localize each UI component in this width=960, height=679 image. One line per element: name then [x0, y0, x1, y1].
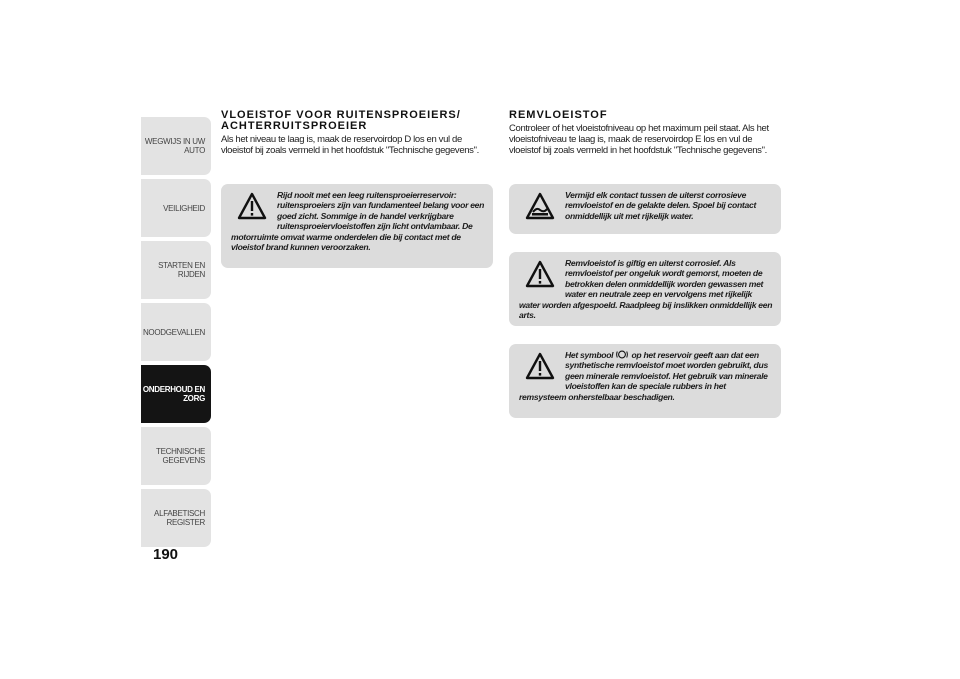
brake-fluid-symbol-icon	[616, 350, 628, 359]
section-intro: Als het niveau te laag is, maak de reservoirdop D los en vul de vloeistof bij zoals vermeld in het hoofdstuk "Technische gegevens".	[221, 134, 479, 156]
sidebar-tab-alfabetisch-register[interactable]	[141, 489, 211, 547]
note-box-paint	[509, 184, 781, 234]
sidebar-tab-wegwijs[interactable]	[141, 117, 211, 175]
section-title: REMVLOEISTOF	[509, 109, 608, 121]
warning-text: Remvloeistof is giftig en uiterst corrosief. Als remvloeistof per ongeluk wordt gemorst, moeten de betrokken delen onmiddellijk worden gewassen met water en neutrale zeep en vervolgens met rijkelijk water worden afgespoeld. Raadpleeg bij inslikken onmiddellijk een arts.	[519, 258, 773, 321]
warning-box-washer	[221, 184, 493, 268]
warning-box-synthetic	[509, 344, 781, 418]
warning-text: Rijd nooit met een leeg ruitensproeierreservoir: ruitensproeiers zijn van fundamenteel belang voor een goed zicht. Sommige in de handel verkrijgbare ruitensproeiervloeistoffen zijn licht ontvlambaar. De motorruimte omvat warme onderdelen die bij contact met de vloeistof brand kunnen veroorzaken.	[231, 190, 485, 253]
sidebar-tab-starten-en-rijden[interactable]	[141, 241, 211, 299]
section-intro: Controleer of het vloeistofniveau op het maximum peil staat. Als het vloeistofniveau te laag is, maak de reservoirdop E los en vul de vloeistof bij zoals vermeld in het hoofdstuk "Technische gegevens".	[509, 123, 769, 156]
sidebar-tab-technische-gegevens[interactable]	[141, 427, 211, 485]
page-number: 190	[153, 546, 179, 563]
warning-text	[519, 350, 773, 402]
sidebar-tab-onderhoud-en-zorg[interactable]	[141, 365, 211, 423]
sidebar-tab-label: VEILIGHEID	[163, 203, 205, 213]
sidebar-tab-label: ALFABETISCH REGISTER	[154, 509, 205, 527]
sidebar-tab-label: NOODGEVALLEN	[142, 327, 205, 337]
sidebar-tab-label: TECHNISCHE GEGEVENS	[155, 447, 205, 465]
sidebar-tab-label: STARTEN EN RIJDEN	[158, 261, 205, 279]
warning-triangle-icon	[237, 192, 267, 220]
washer-fluid-section	[221, 110, 493, 156]
sidebar-tab-noodgevallen[interactable]	[141, 303, 211, 361]
sidebar-tab-label: WEGWIJS IN UW AUTO	[144, 137, 205, 155]
section-title: VLOEISTOF VOOR RUITENSPROEIERS/ ACHTERRUITSPROEIER	[221, 109, 461, 132]
note-text: Vermijd elk contact tussen de uiterst corrosieve remvloeistof en de gelakte delen. Spoel bij contact onmiddellijk uit met rijkelijk water.	[565, 190, 757, 221]
warning-triangle-icon	[525, 260, 555, 288]
warning-text-before: Het symbool	[565, 350, 614, 360]
brake-fluid-section	[509, 110, 781, 156]
warning-box-toxic	[509, 252, 781, 326]
paint-hazard-icon	[525, 192, 555, 220]
warning-text-after: op het reservoir geeft aan dat een synthetische remvloeistof moet worden gebruikt, dus geen minerale remvloeistof. Het gebruik van minerale vloeistoffen kan de speciale rubbers in het remsysteem onherstelbaar beschadigen.	[519, 350, 768, 402]
sidebar-tab-veiligheid[interactable]	[141, 179, 211, 237]
sidebar-tab-label: ONDERHOUD EN ZORG	[142, 385, 205, 403]
warning-triangle-icon	[525, 352, 555, 380]
